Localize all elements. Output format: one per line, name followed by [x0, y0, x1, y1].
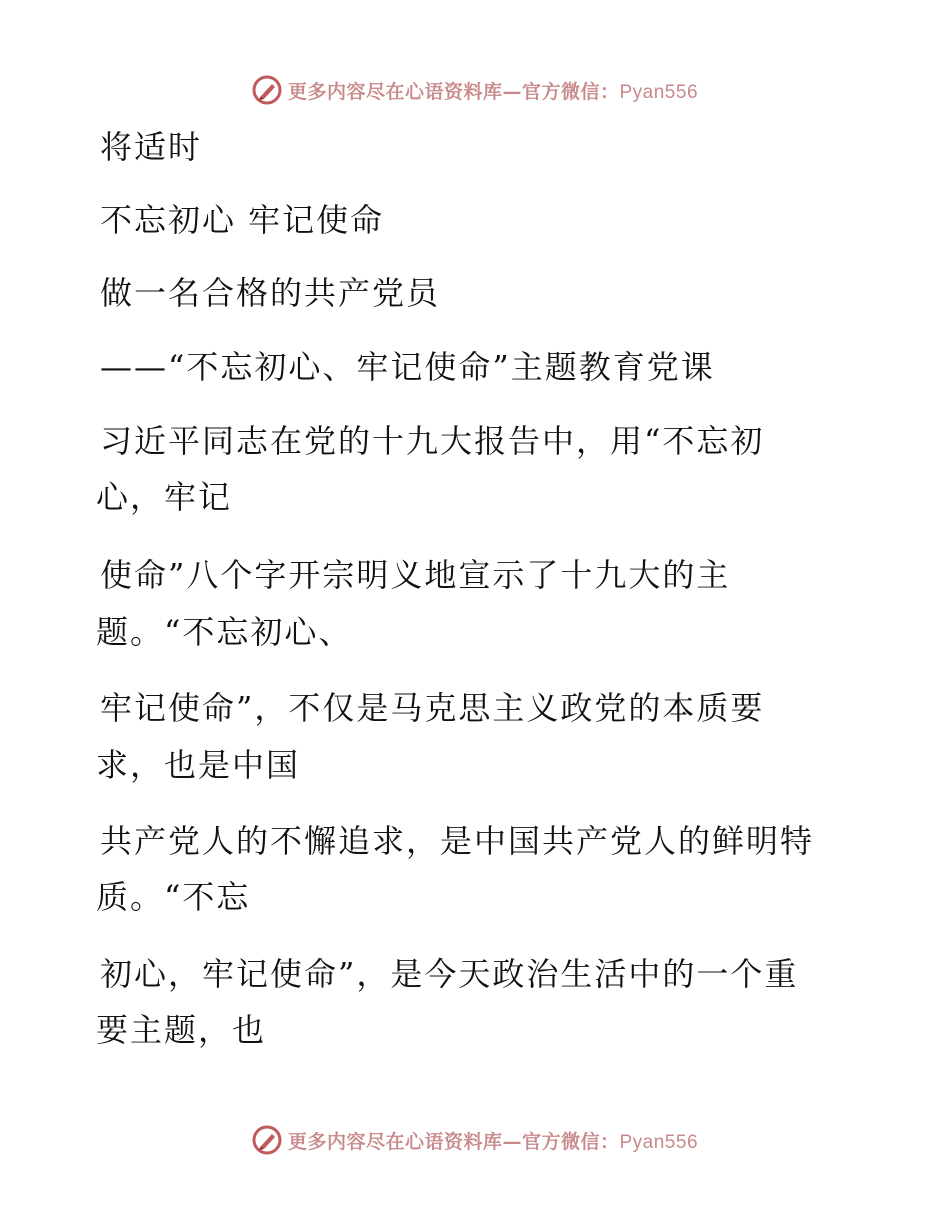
text-line: 共产党人的不懈追求，是中国共产党人的鲜明特 [100, 822, 815, 860]
text-line: 要主题，也 [96, 1011, 267, 1049]
document-subtitle: 做一名合格的共产党员 [100, 274, 441, 312]
footer-watermark [0, 1120, 950, 1160]
watermark-text: 更多内容尽在心语资料库—官方微信：Pyan556 [287, 1130, 699, 1153]
text-line: 习近平同志在党的十九大报告中，用“不忘初 [100, 422, 765, 460]
text-line: 牢记使命”，不仅是马克思主义政党的本质要 [100, 689, 765, 727]
document-subheading: ——“不忘初心、牢记使命”主题教育党课 [100, 348, 715, 386]
document-title: 不忘初心 牢记使命 [100, 201, 385, 239]
text-line: 将适时 [100, 128, 203, 166]
text-line: 使命”八个字开宗明义地宣示了十九大的主 [100, 556, 731, 594]
text-line: 质。“不忘 [96, 878, 251, 916]
watermark-text: 更多内容尽在心语资料库—官方微信：Pyan556 [287, 80, 699, 103]
text-line: 心，牢记 [96, 478, 233, 516]
text-line: 初心，牢记使命”，是今天政治生活中的一个重 [100, 955, 799, 993]
pen-logo-icon [252, 1125, 282, 1155]
text-line: 求，也是中国 [96, 746, 301, 784]
text-line: 题。“不忘初心、 [96, 613, 353, 651]
